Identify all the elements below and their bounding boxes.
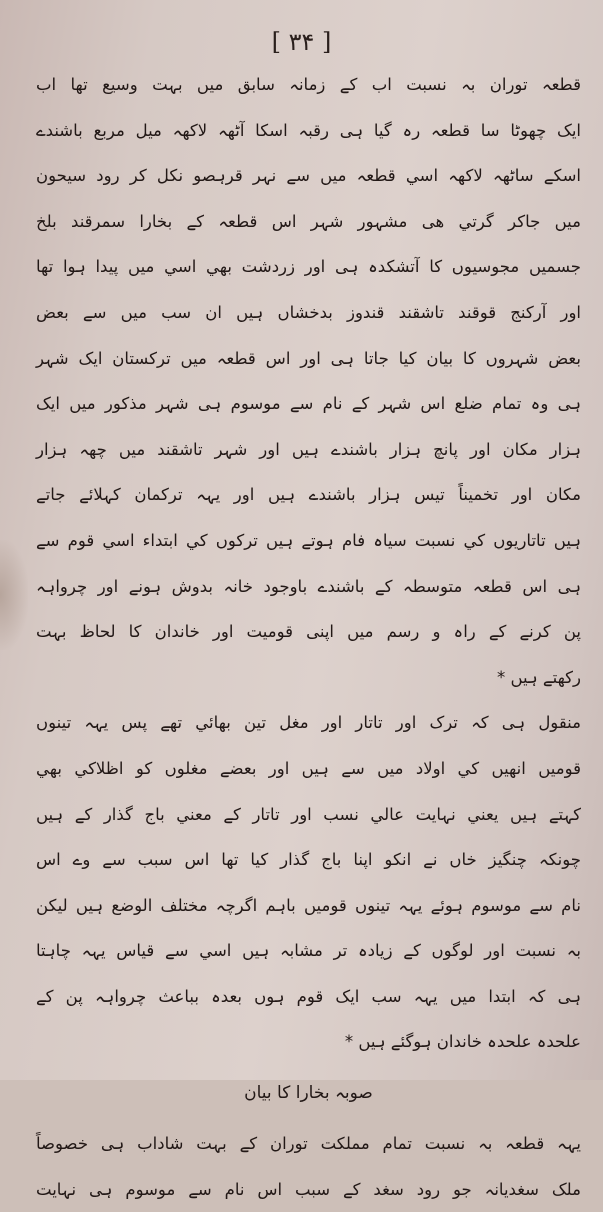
text-line: نام سے موسوم ہوئے یہہ تینوں قومیں باہم اگرچہ مختلف الوضع ہیں لیکن	[36, 895, 581, 915]
text-line: چونکہ چنگیز خاں نے انکو اپنا باج گذار کیا تھا اس سبب سے وے اس	[36, 850, 581, 870]
text-line: اسکے ساٹھہ لاکھہ اسي قطعہ میں سے نہر قرہصو نکل کر رود سیحون	[36, 166, 581, 186]
page-body	[36, 62, 581, 1212]
text-line: ہی وہ تمام ضلع اس شہر کے نام سے موسوم ہی شہر مذکور میں ایک	[36, 394, 581, 414]
page-number: [ ۳۴ ]	[271, 28, 332, 56]
text-line: کہتے ہیں یعني نہایت عالي نسب اور تاتار کے معني باج گذار کے ہیں	[36, 804, 581, 824]
text-line: رکھتے ہیں *	[496, 667, 581, 687]
text-line: قطعہ توران بہ نسبت اب کے زمانہ سابق میں بہت وسیع تھا اب	[36, 75, 581, 94]
text-line: ہزار مکان اور پانچ ہزار باشندے ہیں اور شہر تاشقند میں چھہ ہزار	[36, 439, 581, 459]
text-line: ہیں تاتاریوں کي نسبت سیاہ فام ہوتے ہیں ترکوں کي ابتداء اسي قوم سے	[36, 530, 581, 550]
text-line: اور آرکنج قوقند تاشقند قندوز بدخشاں ہیں ان سب میں سے بعض	[36, 302, 581, 322]
text-line: بعض شہروں کا بیان کیا جاتا ہی اور اس قطعہ میں ترکستان ایک شہر	[36, 348, 581, 368]
section-heading: صوبہ بخارا کا بیان	[244, 1083, 373, 1104]
text-line: جسمیں مجوسیوں کا آتشکدہ ہی اور زردشت بھي اسي میں پیدا ہوا تھا	[36, 257, 581, 277]
text-line: علحدہ علحدہ خاندان ہوگئے ہیں *	[344, 1032, 581, 1052]
text-line: ایک چھوٹا سا قطعہ رہ گیا ہی رقبہ اسکا آٹھہ لاکھہ میل مربع باشندے	[36, 120, 581, 140]
text-line: ہی اس قطعہ متوسطہ کے باشندے باوجود خانہ بدوش ہونے اور چرواہہ	[36, 576, 581, 596]
text-line: بہ نسبت اور لوگوں کے زیادہ تر مشابہ ہیں اسي سے قیاس یہہ چاہتا	[36, 941, 581, 961]
text-line: پن کرنے کے راہ و رسم میں اپنی قومیت اور خاندان کا لحاظ بہت	[36, 622, 581, 642]
text-line: میں جاکر گرتي ھی مشہور شہر اس قطعہ کے بخارا سمرقند بلخ	[36, 211, 581, 231]
text-line: مکان اور تخمیناً تیس ہزار باشندے ہیں اور یہہ ترکمان کہلائے جاتے	[36, 485, 581, 505]
text-line: ملک سغدیانہ جو رود سغد کے سبب اس نام سے موسوم ہی نہایت	[36, 1179, 581, 1199]
text-line: منقول ہی کہ ترک اور تاتار اور مغل تین بھائي تھے پس یہہ تینوں	[36, 713, 581, 733]
text-line: ہی کہ ابتدا میں یہہ سب ایک قوم ہوں بعدہ بباعث چرواہہ پن کے	[36, 986, 581, 1006]
text-line: یہہ قطعہ بہ نسبت تمام مملکت توران کے بہت شاداب ہی خصوصاً	[36, 1134, 581, 1154]
paper-stain	[0, 540, 28, 650]
text-line: قومیں انھیں کي اولاد میں سے ہیں اور بعضے مغلوں کو اظلاکي بھي	[36, 758, 581, 778]
